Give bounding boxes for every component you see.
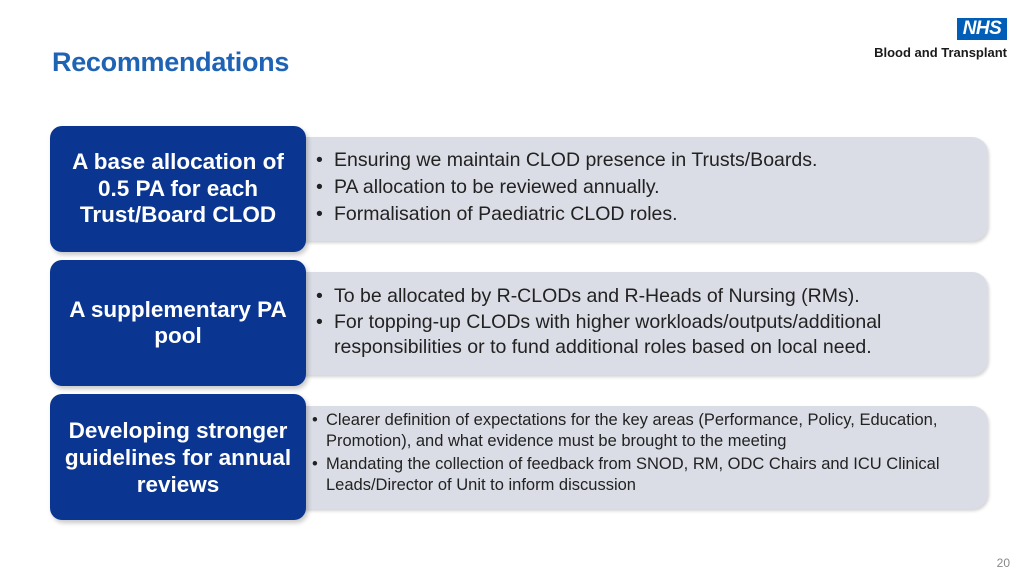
recommendation-details-2 xyxy=(290,272,988,375)
bullet-item: • Formalisation of Paediatric CLOD roles. xyxy=(314,201,817,228)
bullet-item: • For topping-up CLODs with higher workloads/outputs/additional responsibilities or to fund additional roles based on local need. xyxy=(314,310,970,360)
page-number: 20 xyxy=(996,556,1010,570)
bullet-list xyxy=(290,410,988,496)
organization-name: Blood and Transplant xyxy=(874,45,1007,60)
bullet-item: • Ensuring we maintain CLOD presence in Trusts/Boards. xyxy=(314,147,817,174)
page-title: Recommendations xyxy=(52,47,290,77)
recommendation-label-2: A supplementary PA pool xyxy=(50,260,306,386)
nhs-blood-and-transplant-logo xyxy=(847,18,1007,64)
recommendation-row-1 xyxy=(50,126,988,252)
recommendation-row-2 xyxy=(50,260,988,386)
bullet-item: • PA allocation to be reviewed annually. xyxy=(314,174,817,201)
bullet-item: • Clearer definition of expectations for the key areas (Performance, Policy, Education, Promotion), and what evidence must be brought to the meeting xyxy=(312,410,970,452)
recommendation-details-3 xyxy=(290,406,988,509)
bullet-item: • To be allocated by R-CLODs and R-Heads of Nursing (RMs). xyxy=(314,284,970,309)
recommendation-label-3: Developing stronger guidelines for annual reviews xyxy=(50,394,306,520)
bullet-list xyxy=(290,284,988,360)
recommendation-row-3 xyxy=(50,394,988,520)
nhs-logo-mark: NHS xyxy=(957,18,1007,40)
recommendation-label-1: A base allocation of 0.5 PA for each Trust/Board CLOD xyxy=(50,126,306,252)
recommendation-details-1 xyxy=(290,137,988,241)
bullet-item: • Mandating the collection of feedback from SNOD, RM, ODC Chairs and ICU Clinical Leads/Director of Unit to inform discussion xyxy=(312,454,970,496)
bullet-list xyxy=(290,147,835,228)
